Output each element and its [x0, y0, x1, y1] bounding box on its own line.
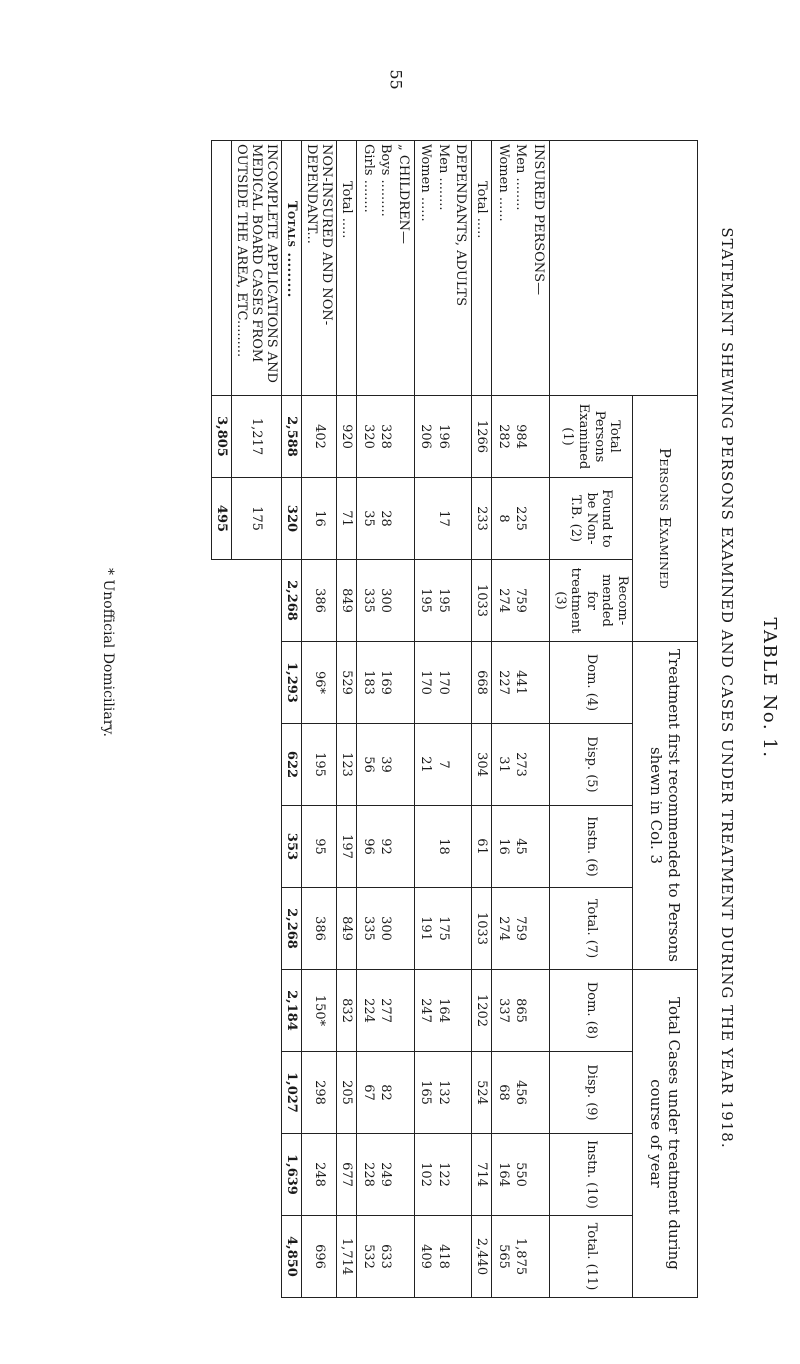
cell: 300 335	[357, 560, 415, 642]
row-title: „ CHILDREN—	[395, 144, 411, 244]
cell: 759 274	[492, 888, 550, 970]
cell: 123	[337, 724, 357, 806]
col-header: Instn. (10)	[550, 1134, 633, 1216]
cell: 1,027	[282, 1052, 302, 1134]
row-sub-label: Boys .........	[378, 144, 394, 217]
table-row	[337, 141, 357, 1298]
col-header: Dom. (8)	[550, 970, 633, 1052]
cell: 1,639	[282, 1134, 302, 1216]
group-treatment-first: Treatment first recommended to Persons shewn in Col. 3	[633, 642, 698, 970]
cell: 832	[337, 970, 357, 1052]
cell: 402	[302, 396, 337, 478]
cell: 132 165	[414, 1052, 472, 1134]
cell: 1266	[472, 396, 492, 478]
col-header: Recom-mended for treatment (3)	[550, 560, 633, 642]
row-label	[212, 141, 232, 396]
cell: 82 67	[357, 1052, 415, 1134]
cell: 328 320	[357, 396, 415, 478]
table-row	[472, 141, 492, 1298]
table-row	[302, 141, 337, 1298]
cell: 195	[302, 724, 337, 806]
row-sub-label: Women ......	[418, 144, 434, 222]
cell: 248	[302, 1134, 337, 1216]
cell: 1,293	[282, 642, 302, 724]
cell: 550 164	[492, 1134, 550, 1216]
cell: 175	[232, 478, 282, 560]
cell: 386	[302, 560, 337, 642]
cell: 122 102	[414, 1134, 472, 1216]
col-header: Dom. (4)	[550, 642, 633, 724]
row-sub-label: Men ........	[513, 144, 529, 211]
cell: 16	[302, 478, 337, 560]
table-row	[357, 141, 415, 1298]
cell: 61	[472, 806, 492, 888]
cell: 196 206	[414, 396, 472, 478]
cell: 418 409	[414, 1216, 472, 1298]
cell: 353	[282, 806, 302, 888]
cell: 2,588	[282, 396, 302, 478]
cell: 175 191	[414, 888, 472, 970]
cell: 249 228	[357, 1134, 415, 1216]
col-header: Total. (7)	[550, 888, 633, 970]
cell: 298	[302, 1052, 337, 1134]
cell: 92 96	[357, 806, 415, 888]
col-header: Instn. (6)	[550, 806, 633, 888]
cell: 633 532	[357, 1216, 415, 1298]
cell: 668	[472, 642, 492, 724]
cell: 1033	[472, 888, 492, 970]
cell: 2,268	[282, 560, 302, 642]
cell: 170 170	[414, 642, 472, 724]
cell: 197	[337, 806, 357, 888]
cell: 304	[472, 724, 492, 806]
cell: 300 335	[357, 888, 415, 970]
cell: 1,217	[232, 396, 282, 478]
cell: 225 8	[492, 478, 550, 560]
cell: 529	[337, 642, 357, 724]
cell: 277 224	[357, 970, 415, 1052]
footnote: * Unofficial Domiciliary.	[100, 568, 116, 737]
col-header: Disp. (9)	[550, 1052, 633, 1134]
cell: 7 21	[414, 724, 472, 806]
row-label-header	[550, 141, 698, 396]
cell: 96*	[302, 642, 337, 724]
cell: 456 68	[492, 1052, 550, 1134]
cell: 273 31	[492, 724, 550, 806]
statement-table	[211, 140, 698, 1298]
cell: 18	[414, 806, 472, 888]
cell: 984 282	[492, 396, 550, 478]
cell: 759 274	[492, 560, 550, 642]
cell: 2,440	[472, 1216, 492, 1298]
table-title: TABLE No. 1.	[759, 617, 780, 759]
cell: 524	[472, 1052, 492, 1134]
group-total-cases: Total Cases under treatment during course of year	[633, 970, 698, 1298]
cell: 1,714	[337, 1216, 357, 1298]
cell: 95	[302, 806, 337, 888]
cell: 2,268	[282, 888, 302, 970]
row-label	[414, 141, 472, 396]
col-header: Disp. (5)	[550, 724, 633, 806]
cell: 71	[337, 478, 357, 560]
cell: 164 247	[414, 970, 472, 1052]
row-label: NON-INSURED AND NON-DEPENDANT...	[302, 141, 337, 396]
row-label: Total .....	[472, 141, 492, 396]
cell: 865 337	[492, 970, 550, 1052]
col-header: Total. (11)	[550, 1216, 633, 1298]
cell: 849	[337, 888, 357, 970]
cell: 849	[337, 560, 357, 642]
rotated-table-page	[20, 28, 780, 1348]
row-title: DEPENDANTS, ADULTS	[453, 144, 469, 307]
row-label: Totals .........	[282, 141, 302, 396]
cell: 622	[282, 724, 302, 806]
row-sub-label: Women ......	[495, 144, 511, 222]
cell: 17	[414, 478, 472, 560]
table-subtitle: STATEMENT SHEWING PERSONS EXAMINED AND CASES UNDER TREATMENT DURING THE YEAR 1918.	[718, 227, 736, 1149]
row-label: Total .....	[337, 141, 357, 396]
table-row	[212, 141, 232, 1298]
row-sub-label: Girls ........	[360, 144, 376, 213]
group-persons-examined: Persons Examined	[633, 396, 698, 642]
cell: 28 35	[357, 478, 415, 560]
cell: 39 56	[357, 724, 415, 806]
table-row	[492, 141, 550, 1298]
cell: 233	[472, 478, 492, 560]
cell: 150*	[302, 970, 337, 1052]
cell: 2,184	[282, 970, 302, 1052]
cell: 1,875 565	[492, 1216, 550, 1298]
page-number: 55	[386, 69, 406, 90]
cell: 205	[337, 1052, 357, 1134]
cell: 195 195	[414, 560, 472, 642]
cell: 1202	[472, 970, 492, 1052]
cell: 4,850	[282, 1216, 302, 1298]
row-label	[357, 141, 415, 396]
cell: 386	[302, 888, 337, 970]
cell: 320	[282, 478, 302, 560]
table-row	[414, 141, 472, 1298]
cell: 696	[302, 1216, 337, 1298]
row-sub-label: Men ........	[435, 144, 451, 211]
cell: 441 227	[492, 642, 550, 724]
cell: 1033	[472, 560, 492, 642]
cell: 495	[212, 478, 232, 560]
cell: 920	[337, 396, 357, 478]
col-header: Total Persons Examined (1)	[550, 396, 633, 478]
table-row	[232, 141, 282, 1298]
cell: 3,805	[212, 396, 232, 478]
col-header: Found to be Non-T.B. (2)	[550, 478, 633, 560]
cell: 714	[472, 1134, 492, 1216]
cell: 45 16	[492, 806, 550, 888]
cell: 677	[337, 1134, 357, 1216]
row-title: INSURED PERSONS—	[531, 144, 547, 296]
cell: 169 183	[357, 642, 415, 724]
table-row	[282, 141, 302, 1298]
row-label: INCOMPLETE APPLICATIONS AND MEDICAL BOARD CASES FROM OUTSIDE THE AREA, ETC.........	[232, 141, 282, 396]
row-label	[492, 141, 550, 396]
